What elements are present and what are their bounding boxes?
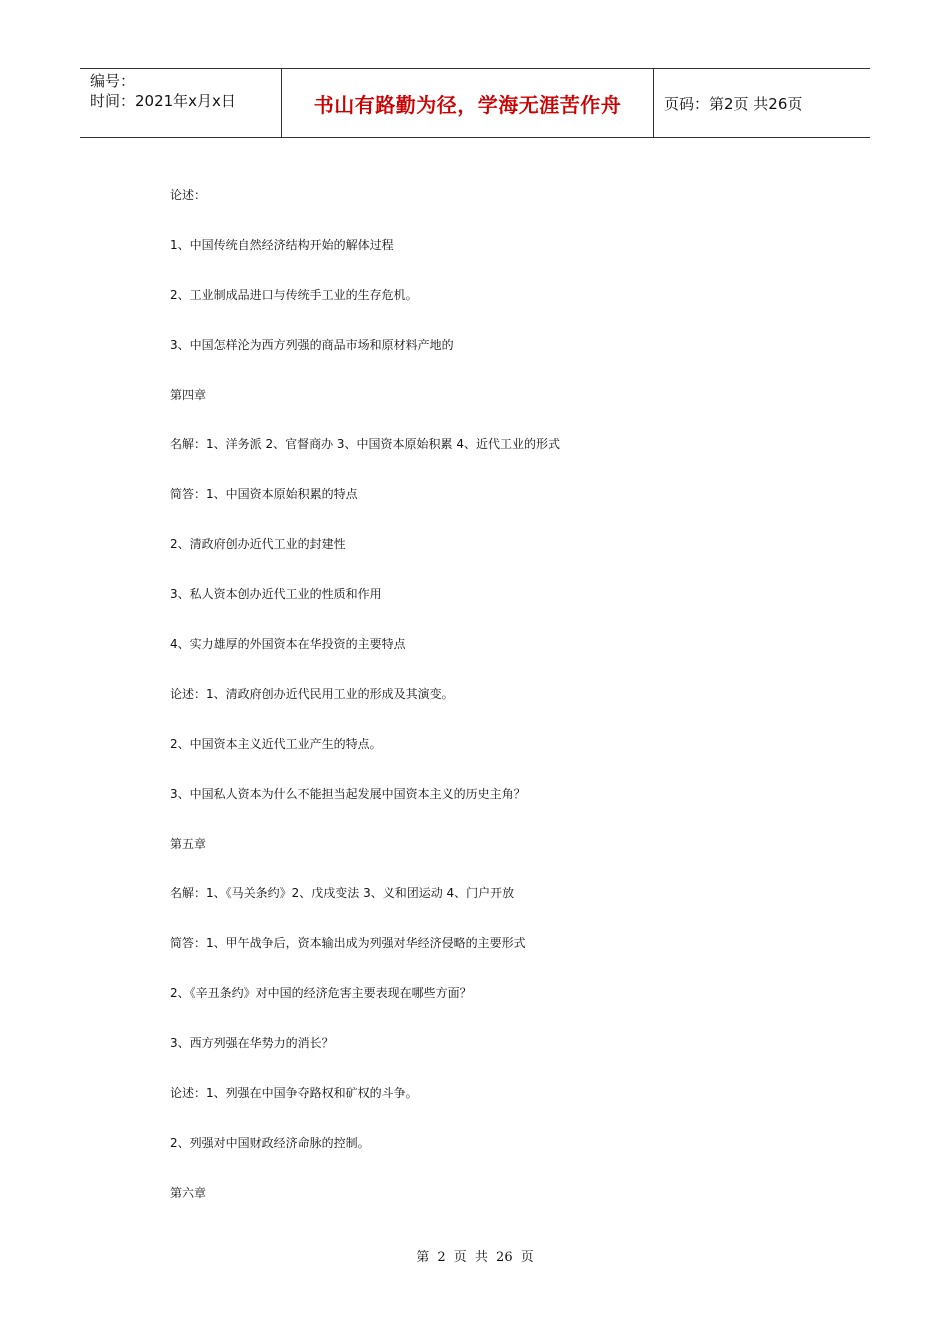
body-line: 论述：: [170, 188, 207, 202]
body-line: 论述：1、列强在中国争夺路权和矿权的斗争。: [170, 1086, 418, 1101]
body-line: 2、工业制成品进口与传统手工业的生存危机。: [170, 287, 418, 302]
header-motto: 书山有路勤为径，学海无涯苦作舟: [313, 92, 622, 117]
body-line: 3、中国私人资本为什么不能担当起发展中国资本主义的历史主角？: [170, 786, 526, 801]
body-line: 3、西方列强在华势力的消长？: [170, 1036, 334, 1051]
body-line: 2、中国资本主义近代工业产生的特点。: [170, 736, 382, 751]
body-line: 3、中国怎样沦为西方列强的商品市场和原材料产地的: [170, 337, 454, 352]
body-line: 1、中国传统自然经济结构开始的解体过程: [170, 237, 394, 252]
document-number-label: 编号：: [90, 72, 136, 90]
header-motto-cell: [282, 69, 654, 137]
body-line: 2、《辛丑条约》对中国的经济危害主要表现在哪些方面？: [170, 986, 472, 1001]
chapter-heading: 第六章: [170, 1185, 207, 1200]
body-line: 4、实力雄厚的外国资本在华投资的主要特点: [170, 637, 406, 652]
body-line: 论述：1、清政府创办近代民用工业的形成及其演变。: [170, 686, 454, 701]
document-body: [170, 186, 810, 1234]
body-line: 2、清政府创办近代工业的封建性: [170, 537, 346, 552]
chapter-heading: 第五章: [170, 836, 207, 851]
page-footer: 第 2 页 共 26 页: [416, 1250, 534, 1265]
body-line: 2、列强对中国财政经济命脉的控制。: [170, 1135, 370, 1150]
page-header: [80, 68, 870, 138]
body-line: 名解：1、《马关条约》2、戊戌变法 3、义和团运动 4、门户开放: [170, 886, 515, 901]
header-page-code: 页码：第2页 共26页: [664, 94, 803, 113]
header-meta: [80, 69, 282, 137]
chapter-heading: 第四章: [170, 387, 207, 402]
body-line: 简答：1、甲午战争后，资本输出成为列强对华经济侵略的主要形式: [170, 936, 526, 951]
header-page-code-cell: [654, 69, 870, 137]
body-line: 简答：1、中国资本原始积累的特点: [170, 487, 358, 502]
document-date: 时间：2021年x月x日: [90, 92, 236, 110]
body-line: 名解：1、洋务派 2、官督商办 3、中国资本原始积累 4、近代工业的形式: [170, 437, 560, 452]
body-line: 3、私人资本创办近代工业的性质和作用: [170, 587, 382, 602]
